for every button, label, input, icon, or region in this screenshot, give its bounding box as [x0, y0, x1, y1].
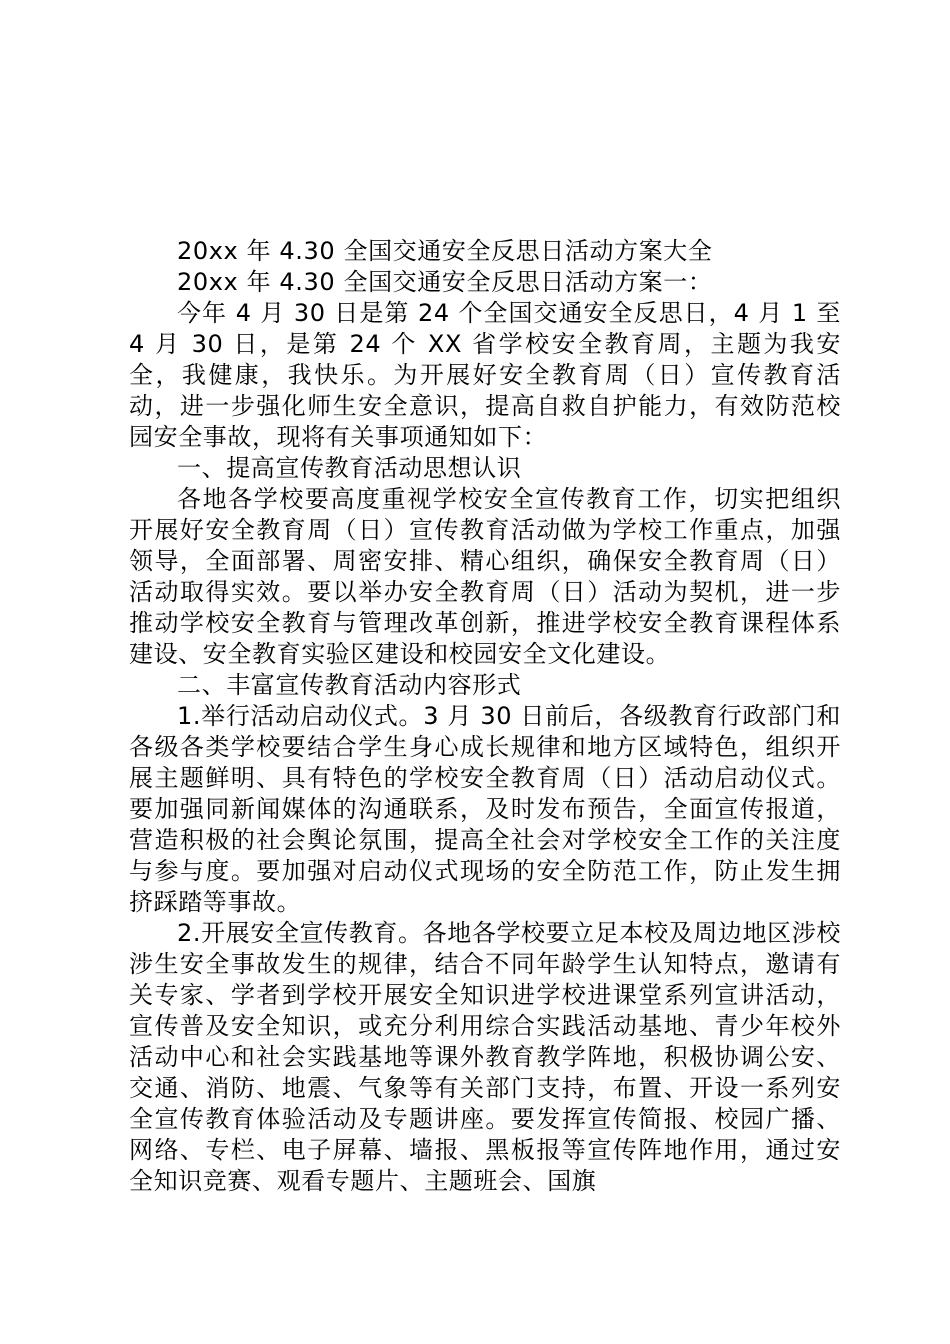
- item-one-paragraph: 1.举行活动启动仪式。3 月 30 日前后，各级教育行政部门和各级各类学校要结合学生身心成长规律和地方区域特色，组织开展主题鲜明、具有特色的学校安全教育周（日）活动启动仪式。要加强同新闻媒体的沟通联系，及时发布预告，全面宣传报道，营造积极的社会舆论氛围，提高全社会对学校安全工作的关注度与参与度。要加强对启动仪式现场的安全防范工作，防止发生拥挤踩踏等事故。: [129, 702, 841, 916]
- section-one-paragraph: 各地各学校要高度重视学校安全宣传教育工作，切实把组织开展好安全教育周（日）宣传教育活动做为学校工作重点，加强领导，全面部署、周密安排、精心组织，确保安全教育周（日）活动取得实效。要以举办安全教育周（日）活动为契机，进一步推动学校安全教育与管理改革创新，推进学校安全教育课程体系建设、安全教育实验区建设和校园安全文化建设。: [129, 485, 841, 668]
- document-title: 20xx 年 4.30 全国交通安全反思日活动方案大全: [177, 237, 713, 265]
- plan-one-heading: 20xx 年 4.30 全国交通安全反思日活动方案一：: [177, 268, 713, 296]
- document-body: [129, 236, 841, 1197]
- section-one-heading: 一、提高宣传教育活动思想认识: [177, 454, 522, 482]
- intro-paragraph: 今年 4 月 30 日是第 24 个全国交通安全反思日，4 月 1 至 4 月 30 日，是第 24 个 XX 省学校安全教育周，主题为我安全，我健康，我快乐。为开展好安全教育周（日）宣传教育活动，进一步强化师生安全意识，提高自救自护能力，有效防范校园安全事故，现将有关事项通知如下：: [129, 299, 841, 451]
- section-two-heading: 二、丰富宣传教育活动内容形式: [177, 671, 522, 699]
- item-two-paragraph: 2.开展安全宣传教育。各地各学校要立足本校及周边地区涉校涉生安全事故发生的规律，结合不同年龄学生认知特点，邀请有关专家、学者到学校开展安全知识进学校进课堂系列宣讲活动，宣传普及安全知识，或充分利用综合实践活动基地、青少年校外活动中心和社会实践基地等课外教育教学阵地，积极协调公安、交通、消防、地震、气象等有关部门支持，布置、开设一系列安全宣传教育体验活动及专题讲座。要发挥宣传简报、校园广播、网络、专栏、电子屏幕、墙报、黑板报等宣传阵地作用，通过安全知识竞赛、观看专题片、主题班会、国旗: [129, 919, 841, 1195]
